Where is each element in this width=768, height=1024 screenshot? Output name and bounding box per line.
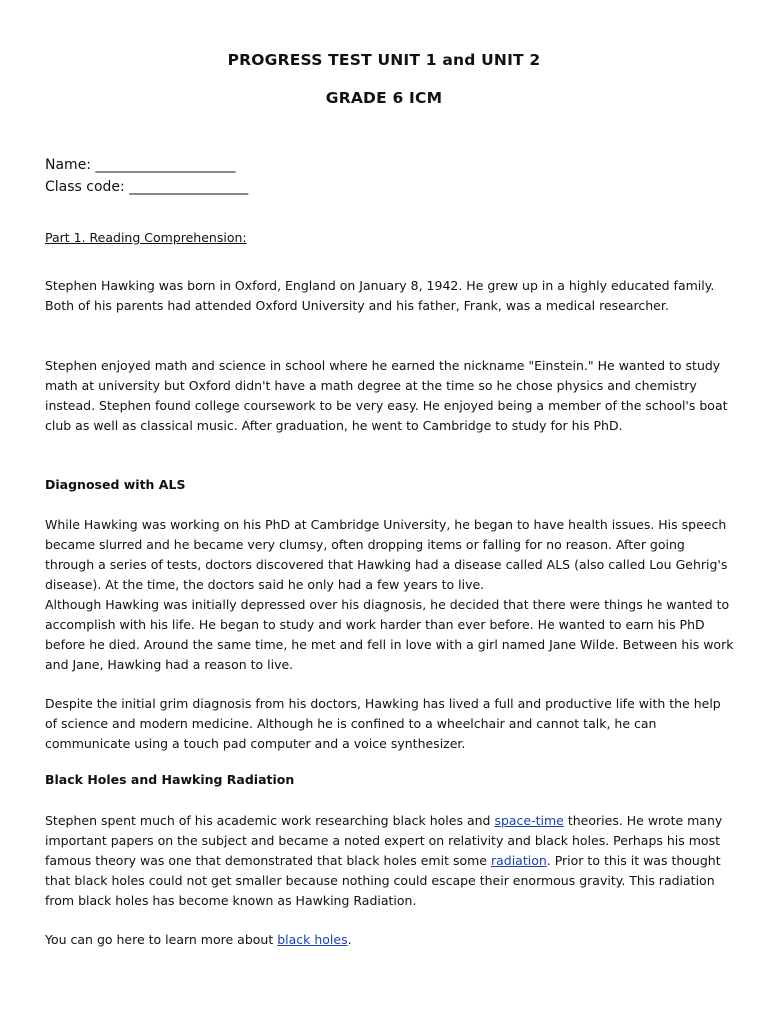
paragraph-reason-to-live: Although Hawking was initially depressed over his diagnosis, he decided that there were things he wanted to accomplish with his life. He began to study and work harder than ever before. He wanted to earn his PhD before he died. Around the same time, he met and fell in love with a girl named Jane Wilde. Between his work and Jane, Hawking had a reason to live.	[45, 597, 734, 672]
document-title: PROGRESS TEST UNIT 1 and UNIT 2	[227, 51, 541, 69]
black-holes-link[interactable]: black holes	[277, 932, 348, 947]
paragraph-health-issues: While Hawking was working on his PhD at Cambridge University, he began to have health issues. His speech became slurred and he became very clumsy, often dropping items or falling for no reason. After going through a series of tests, doctors discovered that Hawking had a disease called ALS (also called Lou Gehrig's disease). At the time, the doctors said he only had a few years to live.	[45, 517, 728, 592]
class-code-field-line: Class code: _________________	[45, 179, 249, 195]
paragraph-learn-more	[45, 930, 735, 950]
name-field-line: Name: ____________________	[45, 157, 236, 173]
paragraph-text: . Prior to this it was thought that black holes could not get smaller because nothing could escape their enormous gravity. This radiation from black holes has become known as Hawking Radiation.	[45, 853, 721, 908]
paragraph-text: theories. He wrote many important papers on the subject and became a noted expert on relativity and black holes. Perhaps his most famous theory was one that demonstrated that black holes emit some	[45, 813, 723, 868]
paragraph-birth: Stephen Hawking was born in Oxford, England on January 8, 1942. He grew up in a highly educated family. Both of his parents had attended Oxford University and his father, Frank, was a medical researcher.	[45, 278, 715, 313]
part-1-label: Part 1. Reading Comprehension:	[45, 230, 247, 245]
heading-diagnosed-with-als: Diagnosed with ALS	[45, 477, 186, 492]
heading-black-holes: Black Holes and Hawking Radiation	[45, 772, 295, 787]
document-subtitle: GRADE 6 ICM	[325, 89, 443, 107]
paragraph-text: Stephen spent much of his academic work researching black holes and	[45, 813, 495, 828]
paragraph-text: You can go here to learn more about	[45, 932, 278, 947]
space-time-link[interactable]: space-time	[494, 813, 564, 828]
paragraph-text: .	[347, 932, 352, 947]
paragraph-productive-life: Despite the initial grim diagnosis from his doctors, Hawking has lived a full and productive life with the help of science and modern medicine. Although he is confined to a wheelchair and cannot talk, he can communicate using a touch pad computer and a voice synthesizer.	[45, 696, 721, 751]
paragraph-black-holes	[45, 811, 735, 911]
paragraph-education: Stephen enjoyed math and science in school where he earned the nickname "Einstein." He wanted to study math at university but Oxford didn't have a math degree at the time so he chose physics and chemistry instead. Stephen found college coursework to be very easy. He enjoyed being a member of the school's boat club as well as classical music. After graduation, he went to Cambridge to study for his PhD.	[45, 358, 728, 433]
radiation-link[interactable]: radiation	[490, 853, 547, 868]
